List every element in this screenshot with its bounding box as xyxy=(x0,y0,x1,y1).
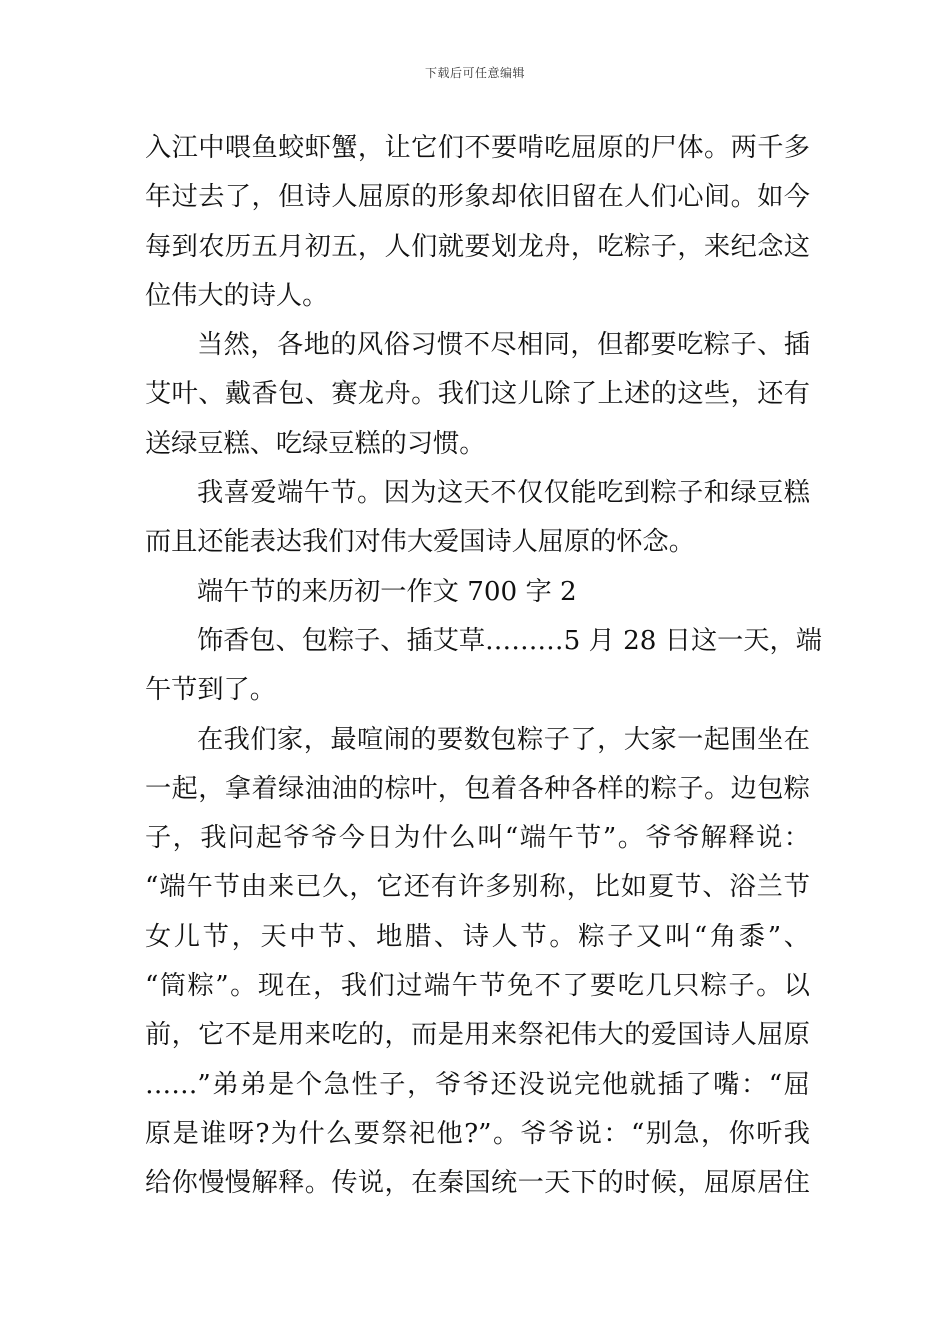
document-body xyxy=(145,124,822,1209)
paragraph-start-line: 在我们家，最喧闹的要数包粽子了，大家一起围坐在 xyxy=(197,724,810,755)
page-header: 下载后可任意编辑 xyxy=(424,66,525,80)
text-line: 给你慢慢解释。传说，在秦国统一天下的时候，屈原居住 xyxy=(145,1168,810,1199)
text-line: 艾叶、戴香包、赛龙舟。我们这儿除了上述的这些，还有 xyxy=(145,379,810,410)
text-line: 女儿节，天中节、地腊、诗人节。粽子又叫“角黍”、 xyxy=(145,921,810,952)
text-line: 而且还能表达我们对伟大爱国诗人屈原的怀念。 xyxy=(145,527,695,558)
section-heading: 端午节的来历初一作文 700 字 2 xyxy=(197,576,577,607)
text-line: “筒粽”。现在，我们过端午节免不了要吃几只粽子。以 xyxy=(145,971,810,1002)
text-line: 送绿豆糕、吃绿豆糕的习惯。 xyxy=(145,428,486,459)
text-line: 年过去了，但诗人屈原的形象却依旧留在人们心间。如今 xyxy=(145,182,810,213)
paragraph-start-line: 我喜爱端午节。因为这天不仅仅能吃到粽子和绿豆糕 xyxy=(197,478,810,509)
text-line: 子，我问起爷爷今日为什么叫“端午节”。爷爷解释说： xyxy=(145,823,810,854)
text-line: 每到农历五月初五，人们就要划龙舟，吃粽子，来纪念这 xyxy=(145,231,810,262)
text-line: 午节到了。 xyxy=(145,675,276,706)
text-line: 位伟大的诗人。 xyxy=(145,280,329,311)
text-line: 原是谁呀?为什么要祭祀他?”。爷爷说：“别急，你听我 xyxy=(145,1118,810,1149)
paragraph-start-line: 饰香包、包粽子、插艾草………5 月 28 日这一天，端 xyxy=(197,625,822,656)
text-line: 一起，拿着绿油油的棕叶，包着各种各样的粽子。边包粽 xyxy=(145,773,810,804)
text-line: 前，它不是用来吃的，而是用来祭祀伟大的爱国诗人屈原 xyxy=(145,1020,810,1051)
text-line: ……”弟弟是个急性子，爷爷还没说完他就插了嘴：“屈 xyxy=(145,1069,810,1100)
text-line: 入江中喂鱼蛟虾蟹，让它们不要啃吃屈原的尸体。两千多 xyxy=(145,133,810,163)
text-line: “端午节由来已久，它还有许多别称，比如夏节、浴兰节 xyxy=(145,872,810,903)
paragraph-start-line: 当然，各地的风俗习惯不尽相同，但都要吃粽子、插 xyxy=(197,330,810,361)
